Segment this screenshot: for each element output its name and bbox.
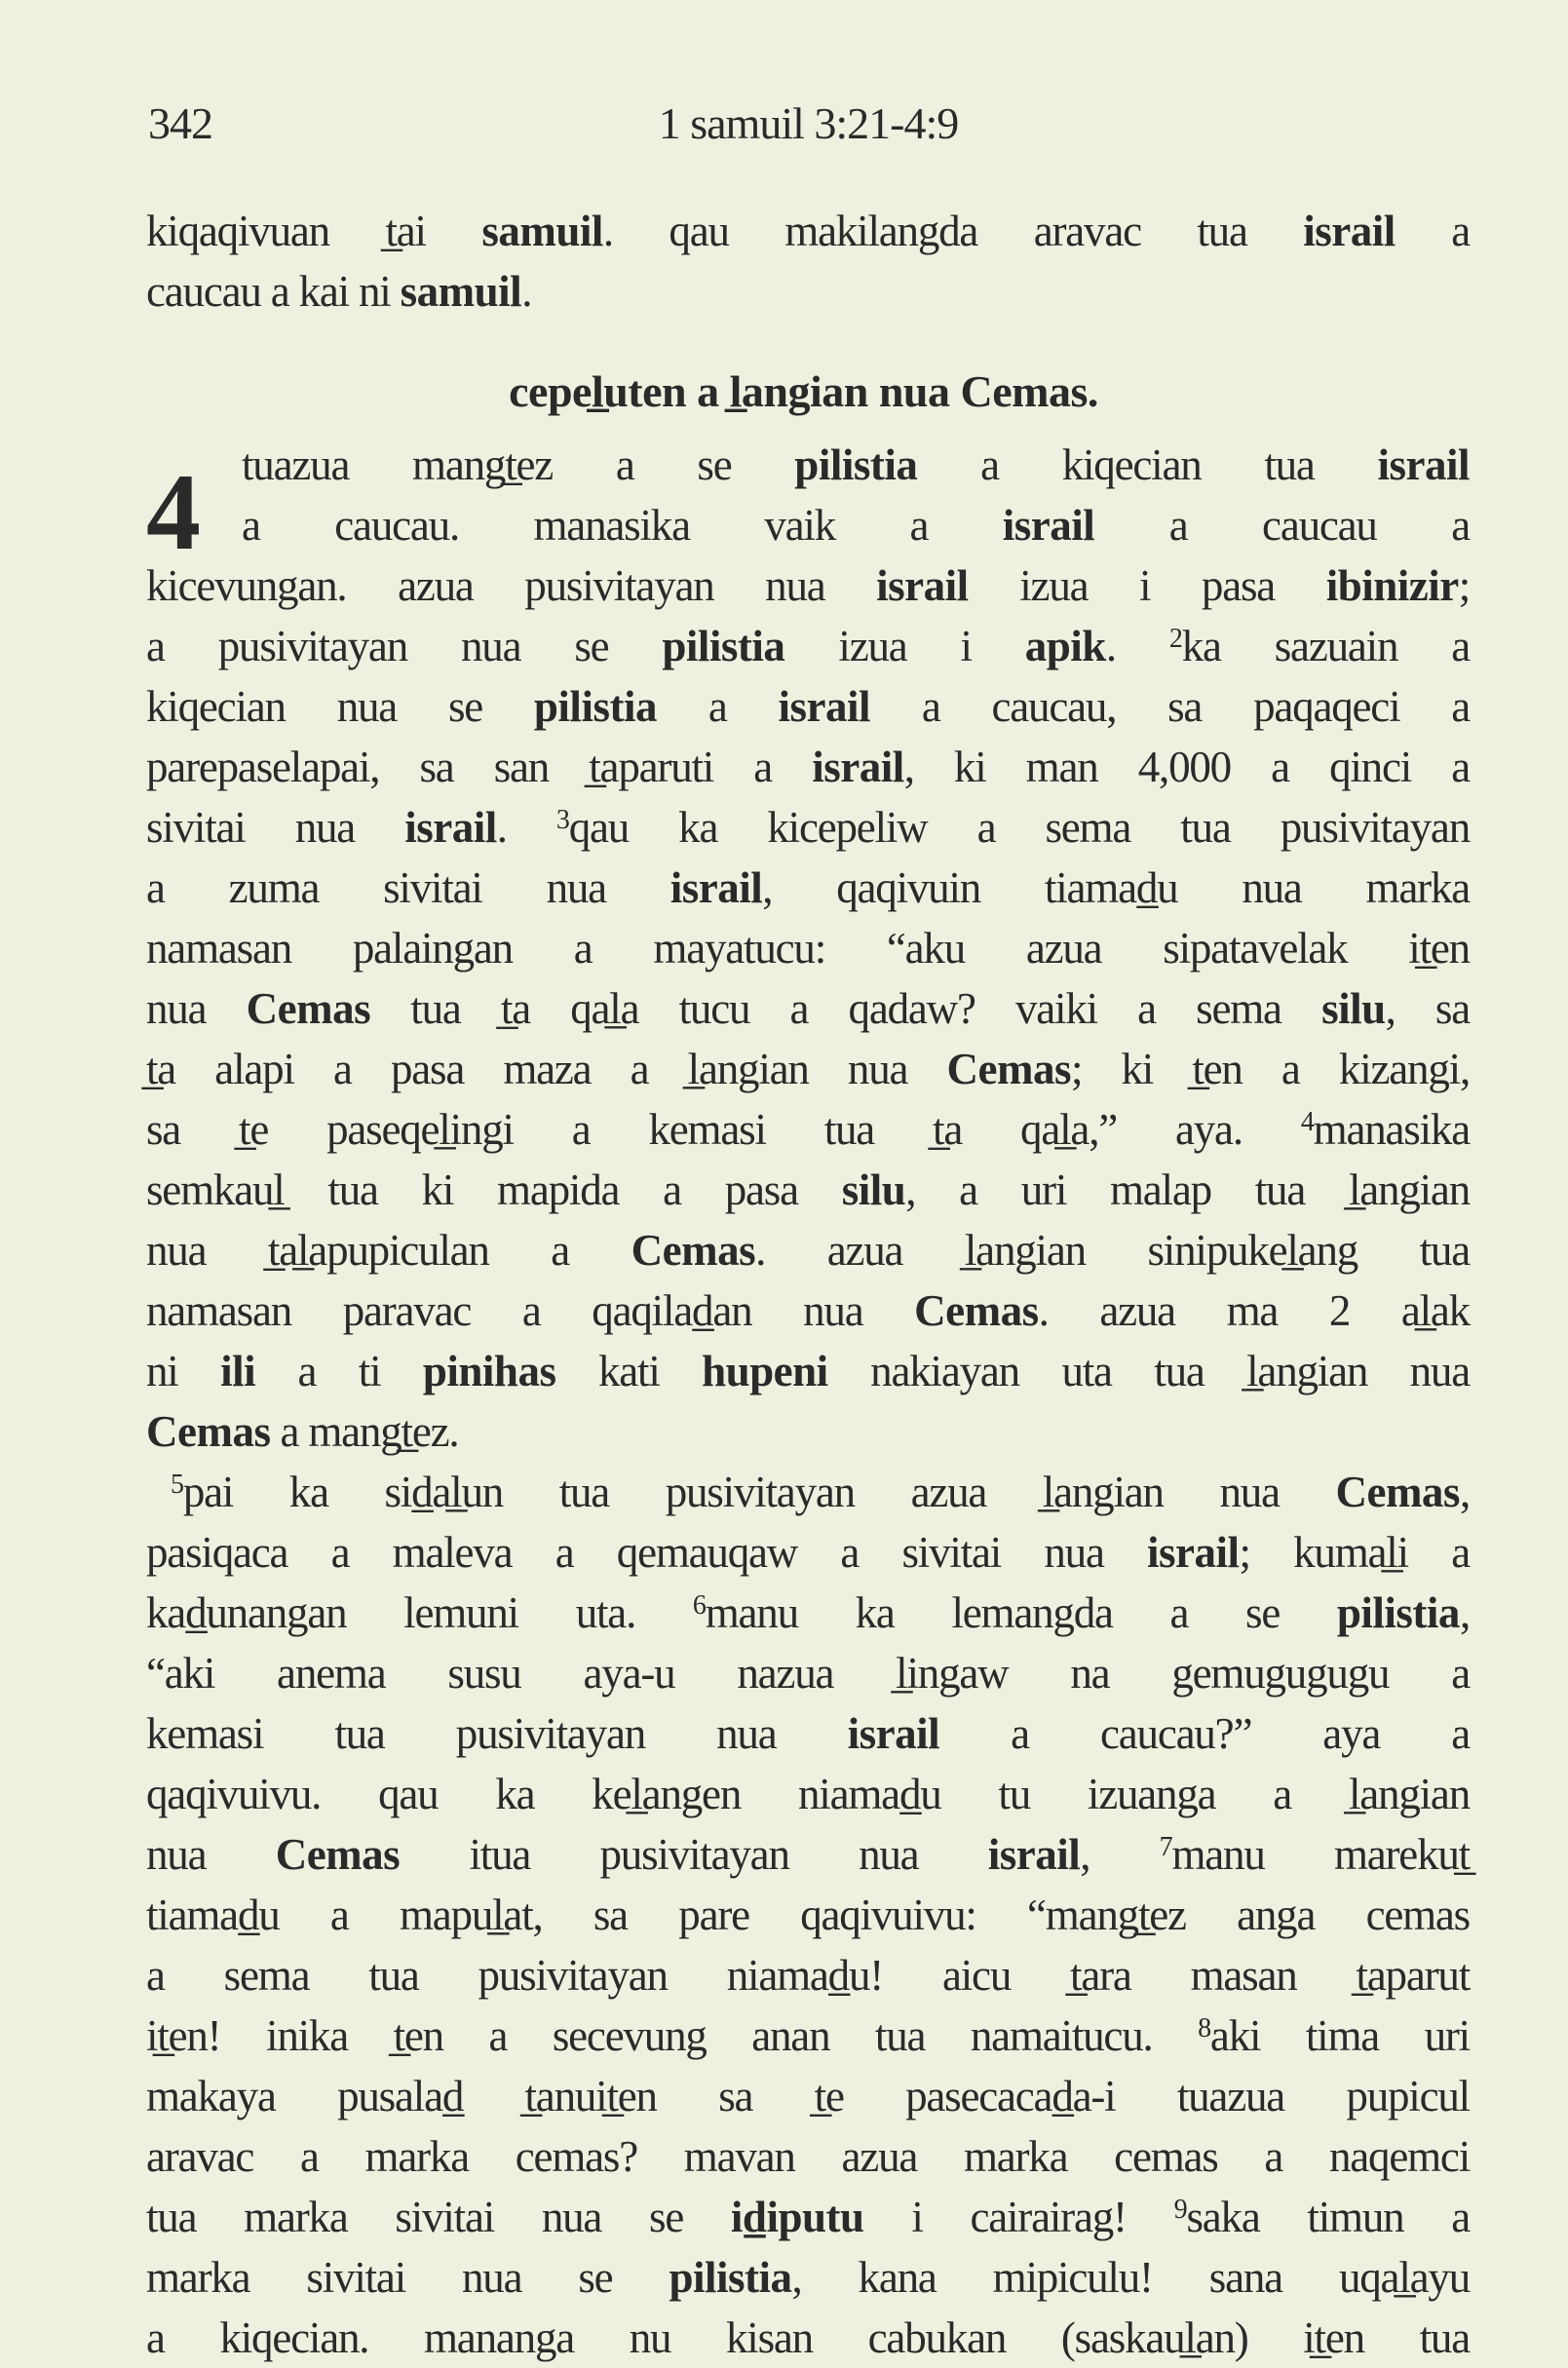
running-title: 1 samuil 3:21-4:9 [658, 98, 959, 148]
text-run: sa t̲e paseqel̲ingi a kemasi tua t̲a qal̲a,” aya. [146, 1105, 1301, 1154]
text-run: i cairairag! [863, 2193, 1174, 2241]
text-run: , a uri malap tua l̲angian [905, 1165, 1471, 1214]
text-run: semkaul̲ tua ki mapida a pasa [146, 1165, 842, 1214]
text-run: sivitai nua [146, 803, 405, 852]
text-run: marka sivitai nua se [146, 2253, 669, 2302]
text-run: , [1080, 1830, 1160, 1879]
text-run: ; ki t̲en a kizangi, [1070, 1045, 1471, 1093]
text-run: tua marka sivitai nua se [146, 2193, 731, 2241]
proper-noun: Cemas [146, 1407, 271, 1456]
text-line [146, 797, 1470, 858]
proper-noun: ibinizir [1325, 561, 1459, 610]
text-line [146, 1401, 1470, 1462]
text-run: . qau makilangda aravac tua [602, 207, 1304, 255]
text-line [146, 1945, 1470, 2005]
text-run: qaqivuivu. qau ka kel̲angen niamad̲u tu izuanga a l̲angian [146, 1770, 1470, 1818]
text-line [146, 261, 1470, 322]
text-run: . azua l̲angian sinipukel̲ang tua [755, 1226, 1470, 1275]
chapter-number: 4 [146, 452, 201, 573]
text-run: “aki anema susu aya-u nazua l̲ingaw na gemugugugu a [146, 1649, 1470, 1698]
text-run: itua pusivitayan nua [400, 1830, 988, 1879]
proper-noun: israil [1147, 1528, 1240, 1577]
text-line [146, 1220, 1470, 1280]
proper-noun: Cemas [946, 1045, 1071, 1093]
text-run: izua i pasa [968, 561, 1326, 610]
text-line [146, 1280, 1470, 1341]
text-line [146, 858, 1470, 918]
text-run: pasiqaca a maleva a qemauqaw a sivitai nua [146, 1528, 1148, 1577]
text-run: a pusivitayan nua se [146, 622, 663, 670]
proper-noun: israil [669, 863, 763, 912]
text-line [146, 1703, 1470, 1764]
text-run: namasan paravac a qaqilad̲an nua [146, 1286, 915, 1335]
text-run: ; kumal̲i a [1239, 1528, 1470, 1577]
text-run: , kana mipiculu! sana uqal̲ayu [791, 2253, 1470, 2302]
text-run: ; [1458, 561, 1471, 610]
text-run: tua t̲a qal̲a tucu a qadaw? vaiki a sema [370, 984, 1322, 1033]
proper-noun: pinihas [422, 1347, 556, 1395]
proper-noun: ili [220, 1347, 256, 1395]
text-line [146, 1099, 1470, 1160]
text-run: t̲a alapi a pasa maza a l̲angian nua [146, 1045, 947, 1093]
text-run: , [1459, 1588, 1470, 1637]
proper-noun: israil [812, 743, 904, 791]
text-run: a [656, 682, 779, 731]
text-run: a ti [255, 1347, 423, 1395]
verse-number: 5 [171, 1470, 183, 1500]
text-run: tiamad̲u a mapul̲at, sa pare qaqivuivu: “mangt̲ez anga cemas [146, 1891, 1470, 1939]
text-run: ni [146, 1347, 221, 1395]
text-run: aki tima uri [1209, 2011, 1470, 2060]
text-run: a caucau?” aya a [939, 1709, 1470, 1758]
text-line [146, 1583, 1470, 1643]
text-run: kiqaqivuan t̲ai [146, 207, 482, 255]
text-run: qau ka kicepeliw a sema tua pusivitayan [568, 803, 1470, 852]
text-run: izua i [784, 622, 1025, 670]
text-run: nua t̲al̲apupiculan a [146, 1226, 631, 1275]
verse-number: 9 [1173, 2195, 1187, 2225]
proper-noun: israil [987, 1830, 1081, 1879]
proper-noun: israil [876, 561, 969, 610]
proper-noun: Cemas [275, 1830, 401, 1879]
text-line [146, 201, 1470, 261]
text-line [146, 978, 1470, 1039]
text-run: a zuma sivitai nua [146, 863, 670, 912]
proper-noun: israil [778, 682, 870, 731]
text-run: , qaqivuin tiamad̲u nua marka [762, 863, 1470, 912]
proper-noun: pilistia [533, 682, 657, 731]
proper-noun: Cemas [631, 1226, 756, 1275]
text-run: , ki man 4,000 a qinci a [903, 743, 1470, 791]
text-run: a kiqecian. mananga nu kisan cabukan (saskaul̲an) it̲en tua [146, 2313, 1470, 2362]
text-line [146, 616, 1470, 676]
verse-number: 3 [555, 805, 569, 835]
text-run: kemasi tua pusivitayan nua [146, 1709, 848, 1758]
proper-noun: pilistia [669, 2253, 792, 2302]
verse-number: 8 [1198, 2013, 1210, 2043]
page-number: 342 [148, 98, 212, 148]
text-run: a mangt̲ez. [270, 1407, 459, 1456]
proper-noun: israil [1377, 440, 1470, 489]
proper-noun: id̲iputu [730, 2193, 864, 2241]
verse-number: 2 [1168, 624, 1182, 654]
text-run: ka sazuain a [1181, 622, 1471, 670]
text-run: . azua ma 2 al̲ak [1038, 1286, 1470, 1335]
text-run: nua [146, 984, 247, 1033]
verse-number: 7 [1159, 1832, 1172, 1862]
text-line [146, 1824, 1470, 1885]
text-run: kiqecian nua se [146, 682, 534, 731]
text-run: . [496, 803, 556, 852]
proper-noun: hupeni [702, 1347, 828, 1395]
text-line [146, 2066, 1470, 2126]
text-line [146, 737, 1470, 797]
text-line [146, 2247, 1470, 2308]
text-line [242, 435, 1470, 495]
text-run: nakiayan uta tua l̲angian nua [827, 1347, 1471, 1395]
text-run: kad̲unangan lemuni uta. [146, 1588, 693, 1637]
text-run: manu marekut̲ [1171, 1830, 1470, 1879]
text-run: , sa [1385, 984, 1470, 1033]
text-run: a [1395, 207, 1471, 255]
text-run: parepaselapai, sa san t̲aparuti a [146, 743, 813, 791]
text-line [171, 1462, 1470, 1522]
text-line [146, 1885, 1470, 1945]
text-line [146, 1643, 1470, 1703]
text-run: a kiqecian tua [917, 440, 1378, 489]
text-run: nua [146, 1830, 276, 1879]
section-heading: cepel̲uten a l̲angian nua Cemas. [509, 366, 1098, 416]
proper-noun: Cemas [1335, 1468, 1460, 1516]
text-run: a caucau. manasika vaik a [242, 501, 1003, 550]
proper-noun: samuil [400, 267, 522, 316]
proper-noun: Cemas [914, 1286, 1039, 1335]
text-run: aravac a marka cemas? mavan azua marka cemas a naqemci [146, 2132, 1470, 2181]
text-run: . [1105, 622, 1169, 670]
proper-noun: israil [1002, 501, 1095, 550]
proper-noun: samuil [481, 207, 603, 255]
text-line [242, 495, 1470, 555]
text-line [146, 1160, 1470, 1220]
proper-noun: israil [1303, 207, 1396, 255]
text-run: manasika [1313, 1105, 1470, 1154]
proper-noun: silu [841, 1165, 906, 1214]
text-line [146, 1764, 1470, 1824]
proper-noun: silu [1321, 984, 1386, 1033]
proper-noun: Cemas [246, 984, 371, 1033]
text-line [146, 2005, 1470, 2066]
text-line [146, 1522, 1470, 1583]
text-run: , [1459, 1468, 1470, 1516]
verse-number: 6 [692, 1590, 706, 1621]
text-line [146, 1341, 1470, 1401]
text-run: caucau a kai ni [146, 267, 401, 316]
verse-number: 4 [1300, 1107, 1314, 1137]
text-run: a caucau, sa paqaqeci a [869, 682, 1471, 731]
text-line [146, 555, 1470, 616]
proper-noun: israil [847, 1709, 940, 1758]
text-run: saka timun a [1186, 2193, 1470, 2241]
proper-noun: israil [404, 803, 497, 852]
text-line [146, 2308, 1470, 2368]
text-run: it̲en! inika t̲en a secevung anan tua namaitucu. [146, 2011, 1199, 2060]
text-run: . [521, 267, 532, 316]
text-run: kicevungan. azua pusivitayan nua [146, 561, 877, 610]
text-run: makaya pusalad̲ t̲anuit̲en sa t̲e pasecacad̲a-i tuazua pupicul [146, 2072, 1470, 2120]
text-run: pai ka sid̲al̲un tua pusivitayan azua l̲angian nua [182, 1468, 1336, 1516]
proper-noun: apik [1024, 622, 1106, 670]
text-run: a caucau a [1094, 501, 1471, 550]
proper-noun: pilistia [794, 440, 918, 489]
proper-noun: pilistia [662, 622, 785, 670]
text-line [146, 1039, 1470, 1099]
proper-noun: pilistia [1336, 1588, 1460, 1637]
text-run: kati [555, 1347, 703, 1395]
text-line [146, 2187, 1470, 2247]
text-line [146, 676, 1470, 737]
text-run: tuazua mangt̲ez a se [242, 440, 795, 489]
text-run: namasan palaingan a mayatucu: “aku azua sipatavelak it̲en [146, 924, 1470, 973]
text-run: manu ka lemangda a se [705, 1588, 1337, 1637]
text-line [146, 918, 1470, 978]
text-run: a sema tua pusivitayan niamad̲u! aicu t̲ara masan t̲aparut [146, 1951, 1470, 2000]
text-line [146, 2126, 1470, 2187]
